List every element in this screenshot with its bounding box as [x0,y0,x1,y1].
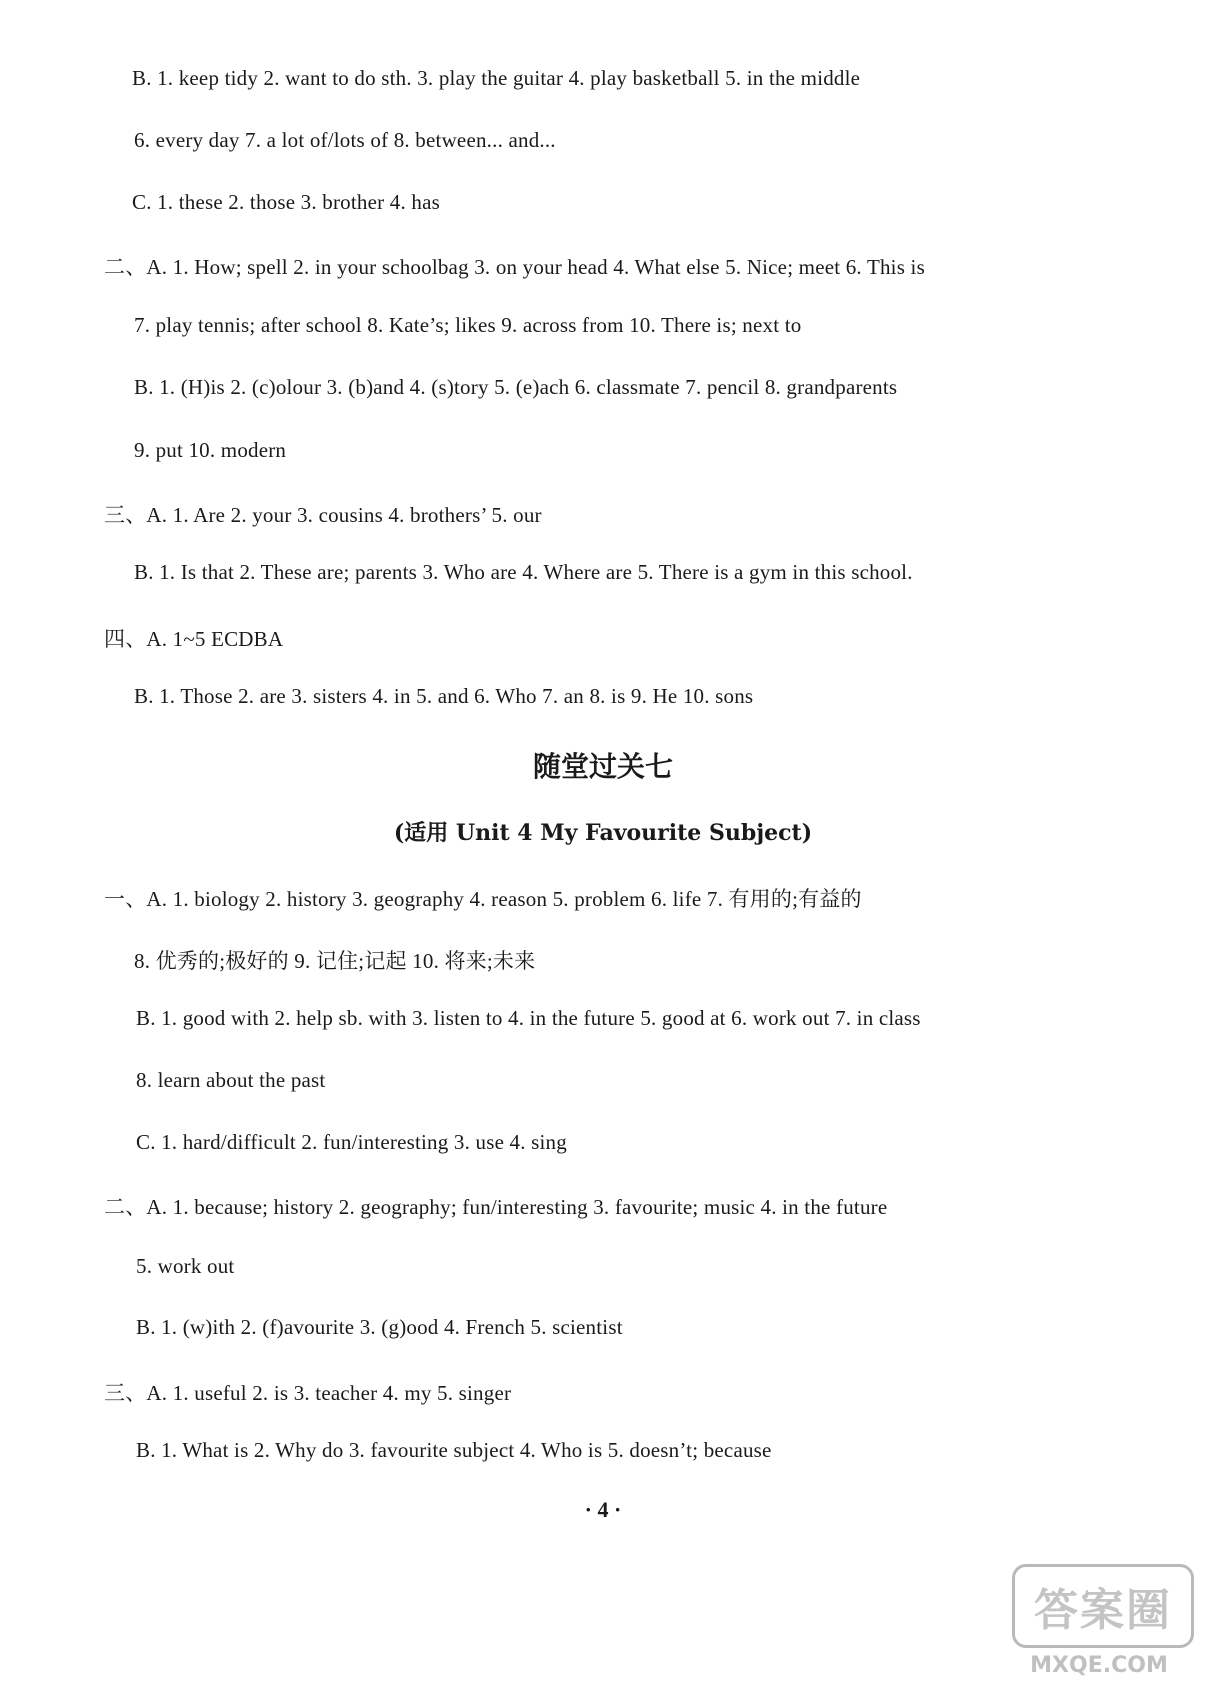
watermark-url: MXQE.COM [1030,1653,1168,1678]
answer-line-1b: B. 1. good with 2. help sb. with 3. listen to 4. in the future 5. good at 6. work out 7. in class [136,1006,921,1030]
answer-line-1b-cont: 8. learn about the past [136,1068,326,1092]
page-number: · 4 · [584,1497,622,1522]
watermark [1004,1558,1194,1678]
answer-line-3a-unit4: 三、A. 1. useful 2. is 3. teacher 4. my 5. singer [104,1381,512,1405]
answer-line-b-phrases: B. 1. keep tidy 2. want to do sth. 3. play the guitar 4. play basketball 5. in the middle [132,66,861,90]
answer-line-2a: 二、A. 1. How; spell 2. in your schoolbag 3. on your head 4. What else 5. Nice; meet 6. This is [104,255,925,279]
answer-line-1a: 一、A. 1. biology 2. history 3. geography 4. reason 5. problem 6. life 7. 有用的;有益的 [104,887,862,911]
answer-line-3a: 三、A. 1. Are 2. your 3. cousins 4. brothers’ 5. our [104,503,542,527]
answer-line-4a: 四、A. 1~5 ECDBA [104,627,284,651]
answer-line-2b: B. 1. (H)is 2. (c)olour 3. (b)and 4. (s)tory 5. (e)ach 6. classmate 7. pencil 8. grandparents [134,375,898,399]
answer-line-3b: B. 1. Is that 2. These are; parents 3. Who are 4. Where are 5. There is a gym in this school. [134,560,913,584]
answer-line-2b-unit4: B. 1. (w)ith 2. (f)avourite 3. (g)ood 4. French 5. scientist [136,1315,623,1339]
answer-line-2b-cont: 9. put 10. modern [134,438,287,462]
answer-line-2a-unit4: 二、A. 1. because; history 2. geography; fun/interesting 3. favourite; music 4. in the future [104,1195,888,1219]
answer-line-b-phrases-cont: 6. every day 7. a lot of/lots of 8. between... and... [134,128,556,152]
answer-line-c-words: C. 1. these 2. those 3. brother 4. has [132,190,440,214]
answer-line-4b: B. 1. Those 2. are 3. sisters 4. in 5. and 6. Who 7. an 8. is 9. He 10. sons [134,684,754,708]
section-title: 随堂过关七 [532,750,673,783]
watermark-logo: 答案圈 [1012,1564,1194,1648]
answer-line-1c: C. 1. hard/difficult 2. fun/interesting 3. use 4. sing [136,1130,567,1154]
answer-line-1a-cont: 8. 优秀的;极好的 9. 记住;记起 10. 将来;未来 [134,949,536,973]
answer-line-2a-cont: 7. play tennis; after school 8. Kate’s; likes 9. across from 10. There is; next to [134,313,802,337]
answer-line-2a-unit4-cont: 5. work out [136,1254,235,1278]
section-subtitle: (适用 Unit 4 My Favourite Subject) [393,820,813,846]
answer-line-3b-unit4: B. 1. What is 2. Why do 3. favourite subject 4. Who is 5. doesn’t; because [136,1438,772,1462]
